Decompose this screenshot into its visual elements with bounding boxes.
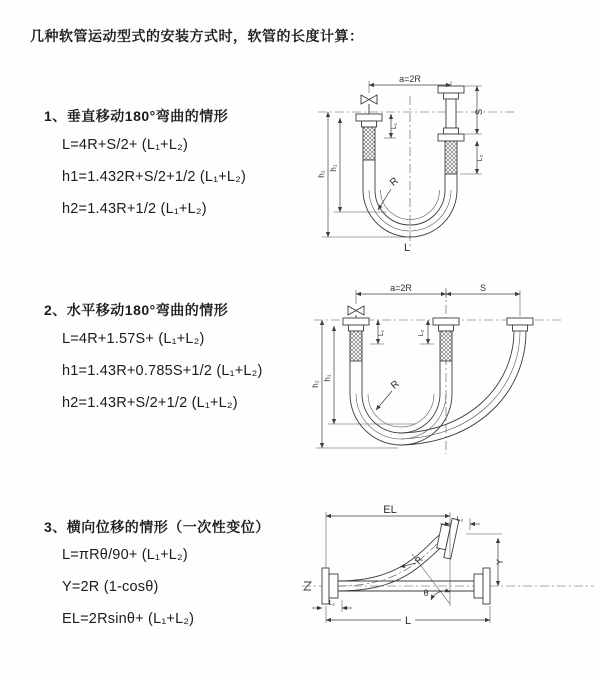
dim-label-s: S: [479, 283, 487, 293]
dim-label-s: S: [474, 108, 484, 116]
valve-icon: [361, 95, 377, 114]
dim-label-a2r: a=2R: [399, 74, 421, 84]
radius-leader: [378, 189, 391, 210]
section-2-heading: 2、水平移动180°弯曲的情形: [44, 302, 229, 318]
dim-label-h1: h₁: [323, 374, 332, 382]
dim-label-a2r: a=2R: [390, 283, 412, 293]
dim-label-h1: h₁: [329, 164, 338, 172]
dim-label-h2: h₂: [317, 170, 326, 178]
section-1-formula-h2: h2=1.43R+1/2 (L₁+L₂): [62, 201, 207, 217]
hose-s-curve: [338, 533, 448, 591]
diagram-vertical-180-bend: [312, 72, 594, 254]
section-2-formula-L: L=4R+1.57S+ (L₁+L₂): [62, 331, 205, 347]
radius-leader: [376, 391, 392, 410]
section-3-formula-Y: Y=2R (1-cosθ): [62, 579, 159, 595]
dim-label-l2: L₂: [477, 154, 484, 162]
radius-label: R: [412, 554, 425, 566]
dim-label-h2: h₂: [311, 380, 320, 388]
dim-label-el: EL: [383, 504, 397, 516]
left-flange: [356, 114, 382, 160]
radius-label: R: [389, 378, 402, 392]
dim-label-l1: L₁: [391, 122, 398, 130]
middle-flange: [433, 318, 459, 361]
hose-u-original: [350, 361, 452, 445]
upper-flange: [435, 517, 459, 559]
section-3-formula-L: L=πRθ/90+ (L₁+L₂): [62, 547, 188, 563]
angle-arc: [431, 591, 450, 600]
section-2-formula-h1: h1=1.43R+0.785S+1/2 (L₁+L₂): [62, 363, 263, 379]
section-1-formula-h1: h1=1.432R+S/2+1/2 (L₁+L₂): [62, 169, 247, 185]
section-3-formula-EL: EL=2Rsinθ+ (L₁+L₂): [62, 611, 195, 627]
diagram-horizontal-180-bend: [308, 282, 596, 462]
dim-label-l1: L₁: [378, 329, 385, 337]
section-2-formula-h2: h2=1.43R+S/2+1/2 (L₁+L₂): [62, 395, 238, 411]
page-title: 几种软管运动型式的安装方式时，软管的长度计算：: [30, 28, 364, 44]
right-flange: [507, 318, 533, 331]
dim-label-l: L: [404, 615, 412, 627]
section-1-heading: 1、垂直移动180°弯曲的情形: [44, 108, 229, 124]
length-label: L: [403, 242, 411, 254]
dim-label-l2: L₂: [456, 516, 464, 523]
section-3-heading: 3、横向位移的情形（一次性变位）: [44, 519, 270, 535]
right-flange: [438, 86, 464, 174]
dim-label-y: Y: [495, 558, 505, 566]
radius-label: R: [388, 175, 401, 189]
valve-icon: [348, 306, 364, 318]
dim-label-l2: L₂: [418, 329, 425, 337]
right-flange: [474, 568, 490, 604]
diagram-lateral-displacement: [298, 502, 598, 650]
left-flange: [343, 318, 369, 361]
radius-leader: [400, 563, 416, 567]
section-1-formula-L: L=4R+S/2+ (L₁+L₂): [62, 137, 188, 153]
angle-label: θ: [423, 588, 429, 598]
left-flange: [322, 568, 338, 604]
dim-label-l1: L₁: [328, 600, 336, 607]
